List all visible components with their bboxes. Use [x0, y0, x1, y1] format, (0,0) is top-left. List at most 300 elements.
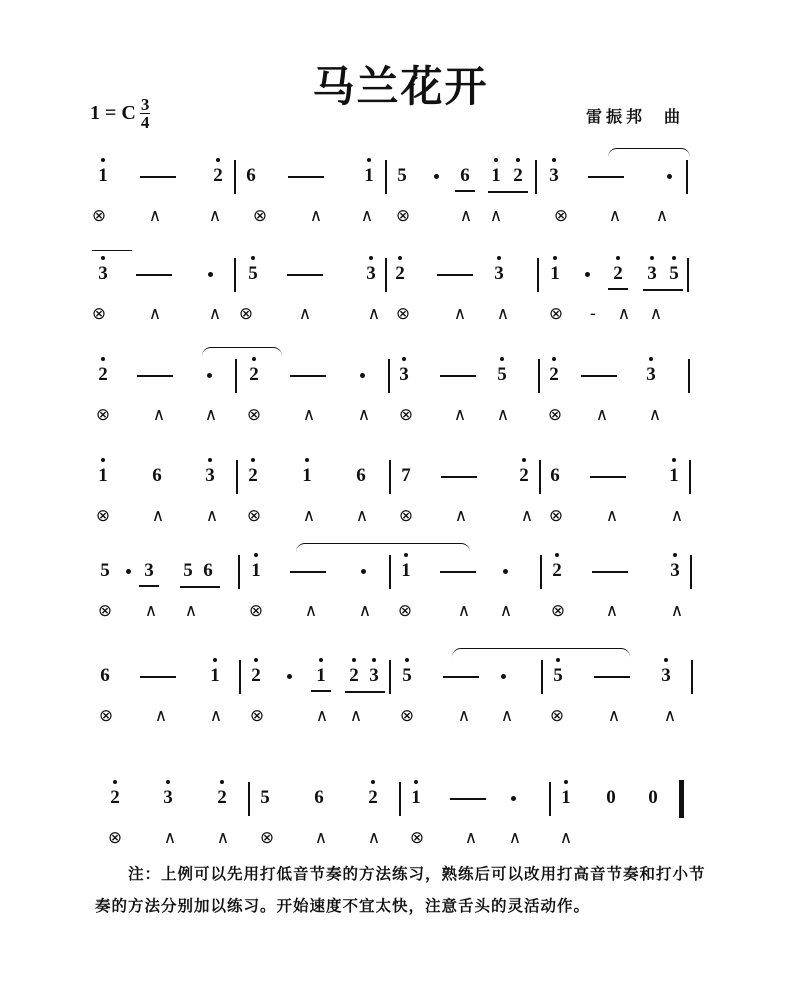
barline	[248, 782, 250, 816]
high-octave-dot-icon	[672, 256, 676, 260]
beam-underline	[643, 289, 683, 291]
note-digit: 3	[670, 560, 680, 581]
high-octave-dot-icon	[101, 158, 105, 162]
note	[313, 666, 329, 686]
caret-stroke-icon: ∧	[649, 304, 663, 324]
high-octave-dot-icon	[414, 780, 418, 784]
sustain-dash	[440, 571, 476, 573]
caret-stroke-icon: ∧	[309, 206, 323, 226]
barline	[388, 359, 390, 393]
note	[549, 561, 565, 581]
accent-circle-x-icon: ⊗	[246, 405, 262, 425]
high-octave-dot-icon	[371, 780, 375, 784]
note	[353, 466, 369, 486]
note	[210, 166, 226, 186]
note	[141, 561, 157, 581]
note-digit: 1	[669, 465, 679, 486]
caret-stroke-icon: ∧	[184, 601, 198, 621]
note-digit: 5	[553, 665, 563, 686]
note-digit: 0	[606, 787, 616, 808]
caret-stroke-icon: ∧	[499, 601, 513, 621]
high-octave-dot-icon	[404, 553, 408, 557]
note-digit: 2	[251, 665, 261, 686]
high-octave-dot-icon	[405, 658, 409, 662]
high-octave-dot-icon	[555, 553, 559, 557]
augmentation-dot-icon	[434, 174, 439, 179]
note-digit: 6	[460, 165, 470, 186]
note	[603, 788, 619, 808]
caret-stroke-icon: ∧	[457, 601, 471, 621]
note	[392, 264, 408, 284]
note	[550, 666, 566, 686]
high-octave-dot-icon	[497, 256, 501, 260]
sustain-dash	[443, 676, 479, 678]
final-barline	[679, 780, 684, 818]
note-digit: 2	[249, 364, 259, 385]
note-digit: 1	[98, 165, 108, 186]
high-octave-dot-icon	[553, 256, 557, 260]
beam-underline	[180, 586, 220, 588]
high-octave-dot-icon	[101, 357, 105, 361]
note	[363, 264, 379, 284]
accent-circle-x-icon: ⊗	[548, 304, 564, 324]
high-octave-dot-icon	[616, 256, 620, 260]
sustain-dash	[137, 375, 173, 377]
note	[243, 166, 259, 186]
sustain-dash	[594, 676, 630, 678]
high-octave-dot-icon	[208, 458, 212, 462]
barline	[535, 160, 537, 194]
caret-stroke-icon: ∧	[208, 304, 222, 324]
note-digit: 7	[401, 465, 411, 486]
note-digit: 6	[356, 465, 366, 486]
note-digit: 6	[246, 165, 256, 186]
high-octave-dot-icon	[556, 658, 560, 662]
note-digit: 2	[549, 364, 559, 385]
barline	[234, 160, 236, 194]
note-digit: 1	[550, 263, 560, 284]
high-octave-dot-icon	[252, 357, 256, 361]
barline	[235, 359, 237, 393]
note-digit: 2	[513, 165, 523, 186]
high-octave-dot-icon	[650, 256, 654, 260]
caret-stroke-icon: ∧	[148, 304, 162, 324]
high-octave-dot-icon	[673, 553, 677, 557]
caret-stroke-icon: ∧	[508, 828, 522, 848]
note-digit: 1	[251, 560, 261, 581]
high-octave-dot-icon	[552, 158, 556, 162]
accent-circle-x-icon: ⊗	[398, 506, 414, 526]
note	[546, 365, 562, 385]
caret-stroke-icon: ∧	[144, 601, 158, 621]
augmentation-dot-icon	[287, 674, 292, 679]
caret-stroke-icon: ∧	[520, 506, 534, 526]
beam-underline	[488, 191, 528, 193]
footnote: 注：上例可以先用打低音节奏的方法练习，熟练后可以改用打高音节奏和打小节奏的方法分别加以练习。开始速度不宜太快，注意舌头的灵活动作。	[95, 865, 706, 915]
composer-credit	[586, 104, 684, 127]
note	[245, 264, 261, 284]
caret-stroke-icon: ∧	[500, 706, 514, 726]
note	[516, 466, 532, 486]
caret-stroke-icon: ∧	[559, 828, 573, 848]
note	[610, 264, 626, 284]
caret-stroke-icon: ∧	[208, 206, 222, 226]
high-octave-dot-icon	[251, 458, 255, 462]
note-digit: 1	[316, 665, 326, 686]
tie-slur	[202, 347, 282, 356]
note-digit: 6	[100, 665, 110, 686]
caret-stroke-icon: ∧	[349, 706, 363, 726]
note	[97, 666, 113, 686]
sustain-dash	[140, 676, 176, 678]
note-digit: 2	[552, 560, 562, 581]
note	[645, 788, 661, 808]
note	[667, 561, 683, 581]
accent-circle-x-icon: ⊗	[246, 506, 262, 526]
accent-circle-x-icon: ⊗	[259, 828, 275, 848]
note	[95, 365, 111, 385]
note-digit: 2	[98, 364, 108, 385]
tie-slur	[296, 543, 470, 552]
note	[488, 166, 504, 186]
note-digit: 2	[213, 165, 223, 186]
caret-stroke-icon: ∧	[464, 828, 478, 848]
caret-stroke-icon: ∧	[648, 405, 662, 425]
accent-circle-x-icon: ⊗	[107, 828, 123, 848]
high-octave-dot-icon	[500, 357, 504, 361]
caret-stroke-icon: ∧	[298, 304, 312, 324]
high-octave-dot-icon	[494, 158, 498, 162]
caret-stroke-icon: ∧	[205, 506, 219, 526]
high-octave-dot-icon	[649, 357, 653, 361]
augmentation-dot-icon	[208, 272, 213, 277]
caret-stroke-icon: ∧	[148, 206, 162, 226]
accent-circle-x-icon: ⊗	[548, 506, 564, 526]
note-digit: 3	[205, 465, 215, 486]
augmentation-dot-icon	[126, 569, 131, 574]
eighth-underline	[608, 288, 628, 290]
note-digit: 6	[152, 465, 162, 486]
note	[658, 666, 674, 686]
high-octave-dot-icon	[254, 553, 258, 557]
note	[547, 466, 563, 486]
composer-name: 雷振邦	[586, 107, 647, 126]
note-digit: 3	[646, 364, 656, 385]
note	[361, 166, 377, 186]
sustain-dash	[140, 176, 176, 178]
high-octave-dot-icon	[516, 158, 520, 162]
augmentation-dot-icon	[360, 373, 365, 378]
caret-stroke-icon: ∧	[151, 506, 165, 526]
note-digit: 2	[519, 465, 529, 486]
barline	[389, 660, 391, 694]
barline	[539, 460, 541, 494]
caret-stroke-icon: ∧	[152, 405, 166, 425]
note-digit: 1	[491, 165, 501, 186]
sustain-dash	[136, 274, 172, 276]
caret-stroke-icon: ∧	[496, 304, 510, 324]
caret-stroke-icon: ∧	[454, 506, 468, 526]
barline	[690, 555, 692, 589]
caret-stroke-icon: ∧	[315, 706, 329, 726]
key-label: 1 = C	[90, 102, 136, 124]
note	[346, 666, 362, 686]
accent-circle-x-icon: ⊗	[395, 206, 411, 226]
accent-circle-x-icon: ⊗	[395, 304, 411, 324]
note	[366, 666, 382, 686]
caret-stroke-icon: ∧	[163, 828, 177, 848]
note-digit: 2	[248, 465, 258, 486]
note-digit: 3	[366, 263, 376, 284]
accent-circle-x-icon: ⊗	[409, 828, 425, 848]
note	[207, 666, 223, 686]
note-digit: 1	[401, 560, 411, 581]
barline	[399, 782, 401, 816]
caret-stroke-icon: ∧	[663, 706, 677, 726]
caret-stroke-icon: ∧	[655, 206, 669, 226]
note	[408, 788, 424, 808]
accent-circle-x-icon: ⊗	[398, 405, 414, 425]
key-signature	[90, 96, 150, 131]
tie-slur	[452, 648, 630, 657]
note-digit: 1	[411, 787, 421, 808]
caret-stroke-icon: ∧	[204, 405, 218, 425]
accent-circle-x-icon: ⊗	[550, 601, 566, 621]
note-digit: 3	[98, 263, 108, 284]
accent-circle-x-icon: ⊗	[252, 206, 268, 226]
caret-stroke-icon: ∧	[367, 304, 381, 324]
caret-stroke-icon: ∧	[360, 206, 374, 226]
barline	[389, 555, 391, 589]
high-octave-dot-icon	[664, 658, 668, 662]
note	[547, 264, 563, 284]
sustain-dash	[287, 274, 323, 276]
caret-stroke-icon: ∧	[459, 206, 473, 226]
barline	[688, 359, 690, 393]
barline	[238, 555, 240, 589]
sustain-dash	[440, 375, 476, 377]
barline	[389, 460, 391, 494]
note-digit: 6	[314, 787, 324, 808]
sustain-dash	[588, 176, 624, 178]
high-octave-dot-icon	[319, 658, 323, 662]
accent-circle-x-icon: ⊗	[397, 601, 413, 621]
accent-circle-x-icon: ⊗	[98, 706, 114, 726]
stroke-mark: -	[589, 304, 597, 324]
high-octave-dot-icon	[216, 158, 220, 162]
note	[200, 561, 216, 581]
note-digit: 3	[163, 787, 173, 808]
sustain-dash	[590, 476, 626, 478]
note-digit: 3	[549, 165, 559, 186]
augmentation-dot-icon	[501, 674, 506, 679]
caret-stroke-icon: ∧	[355, 506, 369, 526]
accent-circle-x-icon: ⊗	[238, 304, 254, 324]
barline	[385, 160, 387, 194]
note	[299, 466, 315, 486]
note-digit: 5	[248, 263, 258, 284]
eighth-underline	[311, 690, 331, 692]
note-digit: 1	[302, 465, 312, 486]
caret-stroke-icon: ∧	[605, 506, 619, 526]
note	[202, 466, 218, 486]
barline	[385, 258, 387, 292]
high-octave-dot-icon	[113, 780, 117, 784]
note	[666, 466, 682, 486]
caret-stroke-icon: ∧	[670, 506, 684, 526]
barline	[538, 359, 540, 393]
accent-circle-x-icon: ⊗	[248, 601, 264, 621]
caret-stroke-icon: ∧	[304, 601, 318, 621]
note	[643, 365, 659, 385]
caret-stroke-icon: ∧	[489, 206, 503, 226]
barline	[689, 460, 691, 494]
note-digit: 3	[494, 263, 504, 284]
caret-stroke-icon: ∧	[216, 828, 230, 848]
score-line	[0, 541, 801, 636]
sustain-dash	[437, 274, 473, 276]
caret-stroke-icon: ∧	[302, 506, 316, 526]
high-octave-dot-icon	[254, 658, 258, 662]
note-digit: 3	[647, 263, 657, 284]
song-title: 马兰花开	[312, 62, 489, 111]
high-octave-dot-icon	[367, 158, 371, 162]
note	[399, 666, 415, 686]
caret-stroke-icon: ∧	[670, 601, 684, 621]
accent-circle-x-icon: ⊗	[553, 206, 569, 226]
time-signature	[140, 96, 151, 131]
accent-circle-x-icon: ⊗	[91, 304, 107, 324]
note	[494, 365, 510, 385]
note	[457, 166, 473, 186]
note-digit: 5	[397, 165, 407, 186]
high-octave-dot-icon	[220, 780, 224, 784]
barline	[234, 258, 236, 292]
caret-stroke-icon: ∧	[209, 706, 223, 726]
note	[394, 166, 410, 186]
note	[491, 264, 507, 284]
sustain-dash	[450, 798, 486, 800]
caret-stroke-icon: ∧	[457, 706, 471, 726]
eighth-underline	[455, 190, 475, 192]
caret-stroke-icon: ∧	[595, 405, 609, 425]
high-octave-dot-icon	[402, 357, 406, 361]
sustain-dash	[581, 375, 617, 377]
note-digit: 3	[399, 364, 409, 385]
accent-circle-x-icon: ⊗	[549, 706, 565, 726]
sustain-dash	[290, 375, 326, 377]
caret-stroke-icon: ∧	[617, 304, 631, 324]
sustain-dash	[290, 571, 326, 573]
accent-circle-x-icon: ⊗	[249, 706, 265, 726]
note-digit: 5	[260, 787, 270, 808]
sustain-dash	[592, 571, 628, 573]
note	[245, 466, 261, 486]
caret-stroke-icon: ∧	[358, 601, 372, 621]
caret-stroke-icon: ∧	[314, 828, 328, 848]
score-line	[0, 768, 801, 863]
score-line	[0, 146, 801, 241]
accent-circle-x-icon: ⊗	[97, 601, 113, 621]
barline	[239, 660, 241, 694]
note-digit: 0	[648, 787, 658, 808]
barline	[549, 782, 551, 816]
high-octave-dot-icon	[101, 458, 105, 462]
high-octave-dot-icon	[552, 357, 556, 361]
note-digit: 5	[183, 560, 193, 581]
note	[644, 264, 660, 284]
high-octave-dot-icon	[564, 780, 568, 784]
note	[546, 166, 562, 186]
barline	[541, 660, 543, 694]
note-digit: 1	[210, 665, 220, 686]
note	[311, 788, 327, 808]
barline	[236, 460, 238, 494]
accent-circle-x-icon: ⊗	[547, 405, 563, 425]
note	[246, 365, 262, 385]
score-line	[0, 446, 801, 541]
augmentation-dot-icon	[503, 569, 508, 574]
high-octave-dot-icon	[672, 458, 676, 462]
high-octave-dot-icon	[372, 658, 376, 662]
tie-slur	[92, 250, 132, 251]
accent-circle-x-icon: ⊗	[91, 206, 107, 226]
high-octave-dot-icon	[251, 256, 255, 260]
caret-stroke-icon: ∧	[302, 405, 316, 425]
note	[107, 788, 123, 808]
note-digit: 1	[561, 787, 571, 808]
note-digit: 5	[100, 560, 110, 581]
note	[160, 788, 176, 808]
note-digit: 2	[395, 263, 405, 284]
sustain-dash	[288, 176, 324, 178]
note-digit: 5	[497, 364, 507, 385]
caret-stroke-icon: ∧	[367, 828, 381, 848]
augmentation-dot-icon	[361, 569, 366, 574]
high-octave-dot-icon	[369, 256, 373, 260]
score-line	[0, 244, 801, 339]
note	[180, 561, 196, 581]
note-digit: 3	[661, 665, 671, 686]
high-octave-dot-icon	[522, 458, 526, 462]
accent-circle-x-icon: ⊗	[399, 706, 415, 726]
note	[97, 561, 113, 581]
note	[95, 466, 111, 486]
note	[257, 788, 273, 808]
accent-circle-x-icon: ⊗	[95, 405, 111, 425]
caret-stroke-icon: ∧	[496, 405, 510, 425]
high-octave-dot-icon	[352, 658, 356, 662]
note	[666, 264, 682, 284]
note	[248, 561, 264, 581]
augmentation-dot-icon	[511, 796, 516, 801]
composer-role: 曲	[664, 107, 685, 126]
barline	[537, 258, 539, 292]
caret-stroke-icon: ∧	[357, 405, 371, 425]
note-digit: 2	[110, 787, 120, 808]
note	[248, 666, 264, 686]
caret-stroke-icon: ∧	[453, 405, 467, 425]
score-line	[0, 345, 801, 440]
time-signature-top: 3	[140, 95, 150, 114]
high-octave-dot-icon	[398, 256, 402, 260]
note	[214, 788, 230, 808]
high-octave-dot-icon	[213, 658, 217, 662]
note-digit: 2	[217, 787, 227, 808]
note	[95, 264, 111, 284]
note	[95, 166, 111, 186]
caret-stroke-icon: ∧	[605, 601, 619, 621]
